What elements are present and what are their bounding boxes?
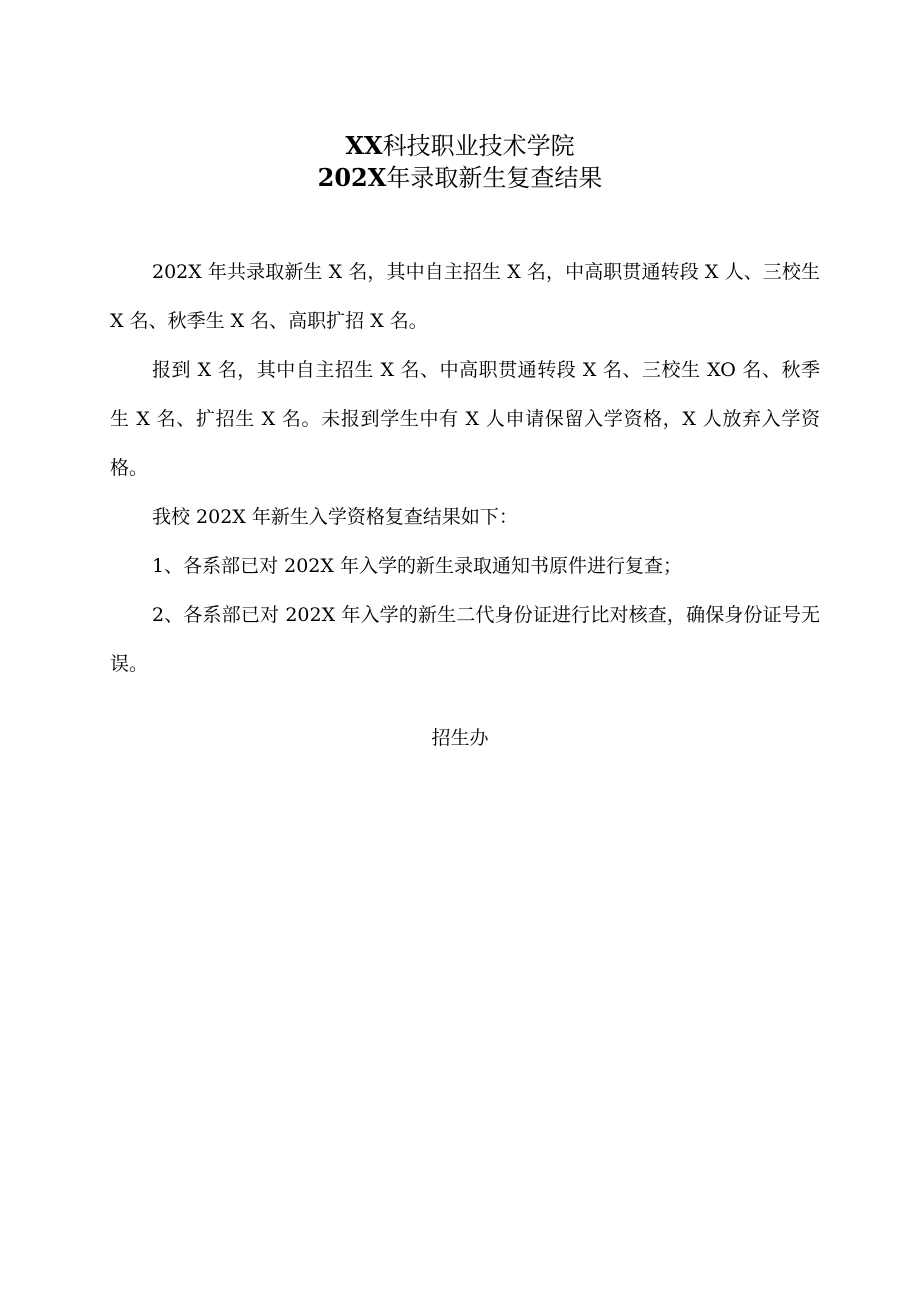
document-body — [110, 248, 820, 689]
paragraph-review-intro: 我校 202X 年新生入学资格复查结果如下： — [152, 506, 518, 528]
paragraph-enrollment-summary: 202X 年共录取新生 X 名，其中自主招生 X 名，中高职贯通转段 X 人、三校生 X 名、秋季生 X 名、高职扩招 X 名。 — [110, 261, 820, 332]
title-line-2-text: 年录取新生复查结果 — [386, 164, 603, 192]
paragraph-review-item-1: 1、各系部已对 202X 年入学的新生录取通知书原件进行复查； — [152, 555, 682, 577]
title-line-2 — [0, 162, 920, 194]
title-line-1-text: 科技职业技术学院 — [382, 132, 575, 160]
document-title — [0, 130, 920, 194]
paragraph-registration-summary: 报到 X 名，其中自主招生 X 名、中高职贯通转段 X 名、三校生 XO 名、秋季生 X 名、扩招生 X 名。未报到学生中有 X 人申请保留入学资格，X 人放弃入学资格。 — [110, 359, 820, 479]
paragraph-review-item-2: 2、各系部已对 202X 年入学的新生二代身份证进行比对核查，确保身份证号无误。 — [110, 604, 820, 675]
title-line-1 — [0, 130, 920, 162]
title-line-2-prefix: 202X — [317, 163, 387, 192]
signature-admissions-office: 招生办 — [431, 727, 489, 749]
title-line-1-prefix: XX — [345, 131, 383, 160]
